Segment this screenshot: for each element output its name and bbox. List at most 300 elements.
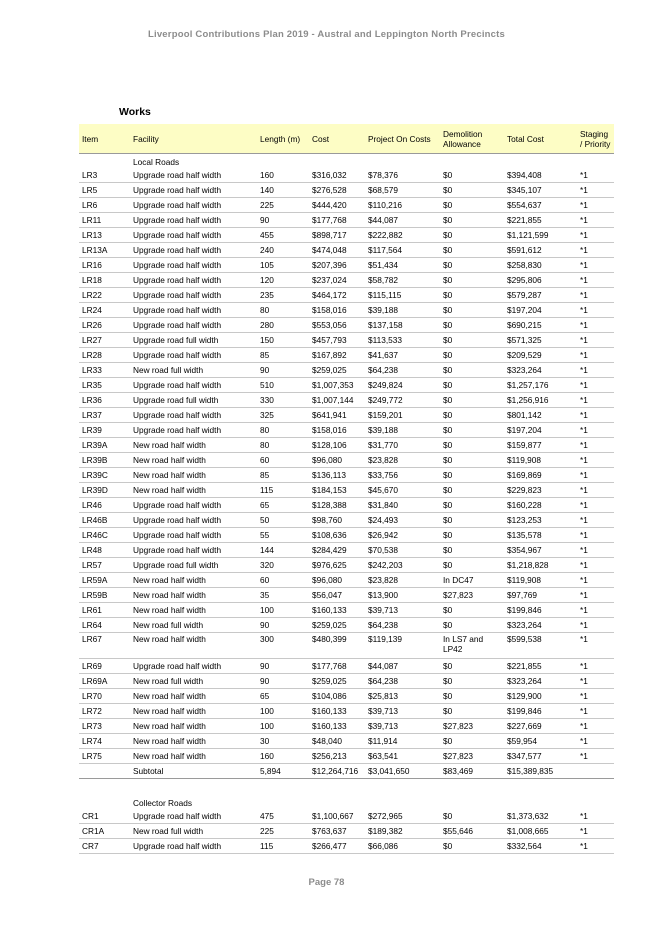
project-on-costs-cell: $249,824 [365, 378, 440, 393]
length-cell: 455 [257, 228, 309, 243]
project-on-costs-cell: $39,188 [365, 303, 440, 318]
facility-cell: Upgrade road half width [130, 303, 257, 318]
total-cost-cell: $199,846 [504, 704, 577, 719]
length-cell: 5,894 [257, 764, 309, 779]
facility-cell: Upgrade road half width [130, 659, 257, 674]
facility-cell: Upgrade road half width [130, 348, 257, 363]
subtotal-row [79, 764, 614, 779]
staging-cell: *1 [577, 333, 614, 348]
cost-cell: $1,100,667 [309, 809, 365, 824]
length-cell: 100 [257, 719, 309, 734]
facility-cell: New road half width [130, 749, 257, 764]
facility-cell: Upgrade road half width [130, 839, 257, 854]
demolition-cell: $27,823 [440, 588, 504, 603]
length-cell: 225 [257, 824, 309, 839]
total-cost-cell: $554,637 [504, 198, 577, 213]
table-row [79, 513, 614, 528]
staging-cell: *1 [577, 588, 614, 603]
total-cost-cell: $345,107 [504, 183, 577, 198]
project-on-costs-cell: $23,828 [365, 453, 440, 468]
project-on-costs-cell: $51,434 [365, 258, 440, 273]
page-number: Page 78 [308, 877, 345, 888]
project-on-costs-cell: $11,914 [365, 734, 440, 749]
project-on-costs-cell: $137,158 [365, 318, 440, 333]
staging-cell: *1 [577, 183, 614, 198]
project-on-costs-cell: $3,041,650 [365, 764, 440, 779]
project-on-costs-cell: $242,203 [365, 558, 440, 573]
length-cell: 144 [257, 543, 309, 558]
item-cell: LR64 [79, 618, 130, 633]
total-cost-cell: $599,538 [504, 633, 577, 659]
demolition-cell: $0 [440, 288, 504, 303]
length-cell: 475 [257, 809, 309, 824]
column-header-total-cost: Total Cost [504, 124, 577, 154]
item-cell [79, 764, 130, 779]
facility-cell: Upgrade road half width [130, 423, 257, 438]
column-header-cost: Cost [309, 124, 365, 154]
total-cost-cell: $1,256,916 [504, 393, 577, 408]
demolition-cell: $0 [440, 183, 504, 198]
total-cost-cell: $135,578 [504, 528, 577, 543]
facility-cell: New road half width [130, 438, 257, 453]
total-cost-cell: $199,846 [504, 603, 577, 618]
total-cost-cell: $394,408 [504, 168, 577, 183]
works-table-body [79, 154, 614, 854]
length-cell: 55 [257, 528, 309, 543]
facility-cell: Upgrade road half width [130, 243, 257, 258]
project-on-costs-cell: $113,533 [365, 333, 440, 348]
table-row [79, 603, 614, 618]
demolition-cell: $0 [440, 378, 504, 393]
facility-cell: Upgrade road full width [130, 558, 257, 573]
facility-cell: Upgrade road half width [130, 258, 257, 273]
item-cell: LR70 [79, 689, 130, 704]
project-on-costs-cell: $117,564 [365, 243, 440, 258]
project-on-costs-cell: $24,493 [365, 513, 440, 528]
column-header-item: Item [79, 124, 130, 154]
facility-cell: Subtotal [130, 764, 257, 779]
cost-cell: $12,264,716 [309, 764, 365, 779]
table-row [79, 704, 614, 719]
total-cost-cell: $690,215 [504, 318, 577, 333]
item-cell: LR46 [79, 498, 130, 513]
column-header-staging: Staging / Priority [577, 124, 614, 154]
facility-cell: New road full width [130, 618, 257, 633]
document-header: Liverpool Contributions Plan 2019 - Austral and Leppington North Precincts [147, 29, 505, 40]
total-cost-cell: $97,769 [504, 588, 577, 603]
staging-cell: *1 [577, 603, 614, 618]
facility-cell: New road half width [130, 468, 257, 483]
project-on-costs-cell: $13,900 [365, 588, 440, 603]
cost-cell: $128,106 [309, 438, 365, 453]
project-on-costs-cell: $64,238 [365, 363, 440, 378]
cost-cell: $316,032 [309, 168, 365, 183]
item-cell: LR13 [79, 228, 130, 243]
item-cell: LR6 [79, 198, 130, 213]
table-row [79, 498, 614, 513]
item-cell: LR73 [79, 719, 130, 734]
item-cell: LR75 [79, 749, 130, 764]
length-cell: 50 [257, 513, 309, 528]
item-cell: LR33 [79, 363, 130, 378]
staging-cell: *1 [577, 513, 614, 528]
project-on-costs-cell: $33,756 [365, 468, 440, 483]
facility-cell: New road half width [130, 483, 257, 498]
length-cell: 280 [257, 318, 309, 333]
length-cell: 90 [257, 213, 309, 228]
cost-cell: $160,133 [309, 719, 365, 734]
cost-cell: $266,477 [309, 839, 365, 854]
project-on-costs-cell: $41,637 [365, 348, 440, 363]
cost-cell: $898,717 [309, 228, 365, 243]
table-row [79, 719, 614, 734]
item-cell: LR69A [79, 674, 130, 689]
facility-cell: Upgrade road half width [130, 288, 257, 303]
demolition-cell: $0 [440, 393, 504, 408]
total-cost-cell: $227,669 [504, 719, 577, 734]
total-cost-cell: $258,830 [504, 258, 577, 273]
table-row [79, 318, 614, 333]
facility-cell: New road half width [130, 633, 257, 659]
total-cost-cell: $591,612 [504, 243, 577, 258]
staging-cell: *1 [577, 198, 614, 213]
total-cost-cell: $119,908 [504, 453, 577, 468]
total-cost-cell: $129,900 [504, 689, 577, 704]
length-cell: 85 [257, 348, 309, 363]
table-row [79, 809, 614, 824]
item-cell: LR24 [79, 303, 130, 318]
facility-cell: Upgrade road half width [130, 168, 257, 183]
length-cell: 90 [257, 618, 309, 633]
length-cell: 235 [257, 288, 309, 303]
project-on-costs-cell: $115,115 [365, 288, 440, 303]
demolition-cell: $0 [440, 483, 504, 498]
demolition-cell: $0 [440, 809, 504, 824]
facility-cell: Upgrade road half width [130, 543, 257, 558]
item-cell: LR36 [79, 393, 130, 408]
column-header-length: Length (m) [257, 124, 309, 154]
length-cell: 325 [257, 408, 309, 423]
staging-cell: *1 [577, 363, 614, 378]
staging-cell: *1 [577, 288, 614, 303]
total-cost-cell: $159,877 [504, 438, 577, 453]
project-on-costs-cell: $272,965 [365, 809, 440, 824]
project-on-costs-cell: $119,139 [365, 633, 440, 659]
total-cost-cell: $169,869 [504, 468, 577, 483]
cost-cell: $464,172 [309, 288, 365, 303]
length-cell: 90 [257, 674, 309, 689]
length-cell: 225 [257, 198, 309, 213]
length-cell: 65 [257, 689, 309, 704]
project-on-costs-cell: $39,713 [365, 704, 440, 719]
item-cell: LR39C [79, 468, 130, 483]
length-cell: 115 [257, 483, 309, 498]
cost-cell: $160,133 [309, 603, 365, 618]
facility-cell: Upgrade road half width [130, 408, 257, 423]
staging-cell: *1 [577, 633, 614, 659]
project-on-costs-cell: $63,541 [365, 749, 440, 764]
column-header-facility: Facility [130, 124, 257, 154]
staging-cell: *1 [577, 168, 614, 183]
table-row [79, 528, 614, 543]
cost-cell: $167,892 [309, 348, 365, 363]
project-on-costs-cell: $159,201 [365, 408, 440, 423]
length-cell: 100 [257, 704, 309, 719]
facility-cell: Upgrade road full width [130, 393, 257, 408]
table-row [79, 408, 614, 423]
facility-cell: New road full width [130, 824, 257, 839]
length-cell: 80 [257, 303, 309, 318]
facility-cell: Upgrade road full width [130, 333, 257, 348]
table-row [79, 689, 614, 704]
staging-cell: *1 [577, 674, 614, 689]
item-cell: LR13A [79, 243, 130, 258]
table-row [79, 543, 614, 558]
table-row [79, 363, 614, 378]
cost-cell: $259,025 [309, 674, 365, 689]
cost-cell: $276,528 [309, 183, 365, 198]
total-cost-cell: $323,264 [504, 674, 577, 689]
item-cell: LR27 [79, 333, 130, 348]
length-cell: 80 [257, 423, 309, 438]
item-cell: LR39 [79, 423, 130, 438]
table-row [79, 674, 614, 689]
demolition-cell: $0 [440, 228, 504, 243]
table-row [79, 423, 614, 438]
project-on-costs-cell: $44,087 [365, 213, 440, 228]
staging-cell: *1 [577, 704, 614, 719]
demolition-cell: $0 [440, 408, 504, 423]
table-row [79, 438, 614, 453]
demolition-cell: $0 [440, 659, 504, 674]
demolition-cell: $27,823 [440, 719, 504, 734]
project-on-costs-cell: $44,087 [365, 659, 440, 674]
group-label-local-roads [79, 154, 614, 169]
table-row [79, 303, 614, 318]
table-row [79, 588, 614, 603]
demolition-cell: $0 [440, 498, 504, 513]
item-cell: LR11 [79, 213, 130, 228]
cost-cell: $259,025 [309, 363, 365, 378]
cost-cell: $457,793 [309, 333, 365, 348]
length-cell: 80 [257, 438, 309, 453]
facility-cell: New road full width [130, 363, 257, 378]
table-row [79, 228, 614, 243]
item-cell: LR59B [79, 588, 130, 603]
total-cost-cell: $221,855 [504, 213, 577, 228]
cost-cell: $104,086 [309, 689, 365, 704]
item-cell: LR39D [79, 483, 130, 498]
length-cell: 90 [257, 363, 309, 378]
item-cell: LR3 [79, 168, 130, 183]
length-cell: 510 [257, 378, 309, 393]
total-cost-cell: $119,908 [504, 573, 577, 588]
project-on-costs-cell: $189,382 [365, 824, 440, 839]
project-on-costs-cell: $45,670 [365, 483, 440, 498]
project-on-costs-cell: $58,782 [365, 273, 440, 288]
facility-cell: Upgrade road half width [130, 378, 257, 393]
cost-cell: $48,040 [309, 734, 365, 749]
facility-cell: New road half width [130, 689, 257, 704]
table-row [79, 243, 614, 258]
staging-cell: *1 [577, 528, 614, 543]
facility-cell: New road full width [130, 674, 257, 689]
cost-cell: $160,133 [309, 704, 365, 719]
staging-cell: *1 [577, 618, 614, 633]
table-row [79, 749, 614, 764]
total-cost-cell: $1,008,665 [504, 824, 577, 839]
item-cell: LR35 [79, 378, 130, 393]
staging-cell: *1 [577, 483, 614, 498]
table-row [79, 258, 614, 273]
length-cell: 60 [257, 573, 309, 588]
facility-cell: Upgrade road half width [130, 228, 257, 243]
facility-cell: Upgrade road half width [130, 513, 257, 528]
total-cost-cell: $197,204 [504, 303, 577, 318]
table-row [79, 198, 614, 213]
facility-cell: New road half width [130, 588, 257, 603]
project-on-costs-cell: $64,238 [365, 674, 440, 689]
cost-cell: $444,420 [309, 198, 365, 213]
item-cell: LR46B [79, 513, 130, 528]
demolition-cell: $0 [440, 363, 504, 378]
staging-cell: *1 [577, 839, 614, 854]
project-on-costs-cell: $70,538 [365, 543, 440, 558]
project-on-costs-cell: $110,216 [365, 198, 440, 213]
length-cell: 160 [257, 749, 309, 764]
length-cell: 320 [257, 558, 309, 573]
facility-cell: New road half width [130, 734, 257, 749]
table-row [79, 393, 614, 408]
table-row [79, 824, 614, 839]
project-on-costs-cell: $68,579 [365, 183, 440, 198]
table-row [79, 734, 614, 749]
demolition-cell: $0 [440, 513, 504, 528]
demolition-cell: $0 [440, 423, 504, 438]
cost-cell: $256,213 [309, 749, 365, 764]
cost-cell: $284,429 [309, 543, 365, 558]
length-cell: 115 [257, 839, 309, 854]
project-on-costs-cell: $64,238 [365, 618, 440, 633]
item-cell: LR57 [79, 558, 130, 573]
demolition-cell: $0 [440, 704, 504, 719]
demolition-cell: $0 [440, 333, 504, 348]
length-cell: 300 [257, 633, 309, 659]
cost-cell: $184,153 [309, 483, 365, 498]
demolition-cell: $0 [440, 213, 504, 228]
demolition-cell: $0 [440, 198, 504, 213]
staging-cell: *1 [577, 824, 614, 839]
demolition-cell: $0 [440, 839, 504, 854]
total-cost-cell: $160,228 [504, 498, 577, 513]
cost-cell: $237,024 [309, 273, 365, 288]
staging-cell: *1 [577, 749, 614, 764]
total-cost-cell: $801,142 [504, 408, 577, 423]
project-on-costs-cell: $222,882 [365, 228, 440, 243]
item-cell: LR61 [79, 603, 130, 618]
table-row [79, 378, 614, 393]
project-on-costs-cell: $249,772 [365, 393, 440, 408]
table-row [79, 273, 614, 288]
length-cell: 100 [257, 603, 309, 618]
table-row [79, 468, 614, 483]
item-cell: LR39B [79, 453, 130, 468]
item-cell: LR16 [79, 258, 130, 273]
project-on-costs-cell: $25,813 [365, 689, 440, 704]
staging-cell: *1 [577, 423, 614, 438]
group-label-text: Collector Roads [133, 797, 193, 808]
staging-cell: *1 [577, 689, 614, 704]
demolition-cell: $0 [440, 168, 504, 183]
staging-cell: *1 [577, 809, 614, 824]
table-row [79, 213, 614, 228]
total-cost-cell: $323,264 [504, 363, 577, 378]
total-cost-cell: $354,967 [504, 543, 577, 558]
length-cell: 105 [257, 258, 309, 273]
staging-cell: *1 [577, 408, 614, 423]
staging-cell: *1 [577, 243, 614, 258]
item-cell: LR18 [79, 273, 130, 288]
demolition-cell: $55,646 [440, 824, 504, 839]
cost-cell: $108,636 [309, 528, 365, 543]
demolition-cell: $27,823 [440, 749, 504, 764]
staging-cell: *1 [577, 659, 614, 674]
column-header-project-on-costs: Project On Costs [365, 124, 440, 154]
demolition-cell: $0 [440, 603, 504, 618]
item-cell: LR59A [79, 573, 130, 588]
length-cell: 30 [257, 734, 309, 749]
demolition-cell: $0 [440, 558, 504, 573]
item-cell: LR28 [79, 348, 130, 363]
demolition-cell: $0 [440, 438, 504, 453]
cost-cell: $158,016 [309, 423, 365, 438]
facility-cell: Upgrade road half width [130, 273, 257, 288]
staging-cell: *1 [577, 719, 614, 734]
item-cell: LR74 [79, 734, 130, 749]
item-cell: LR5 [79, 183, 130, 198]
cost-cell: $136,113 [309, 468, 365, 483]
demolition-cell: $0 [440, 258, 504, 273]
table-row [79, 183, 614, 198]
table-row [79, 168, 614, 183]
staging-cell [577, 764, 614, 779]
total-cost-cell: $197,204 [504, 423, 577, 438]
staging-cell: *1 [577, 558, 614, 573]
cost-cell: $177,768 [309, 659, 365, 674]
project-on-costs-cell: $39,188 [365, 423, 440, 438]
table-row [79, 453, 614, 468]
staging-cell: *1 [577, 258, 614, 273]
total-cost-cell: $15,389,835 [504, 764, 577, 779]
total-cost-cell: $59,954 [504, 734, 577, 749]
table-row [79, 618, 614, 633]
total-cost-cell: $1,121,599 [504, 228, 577, 243]
facility-cell: Upgrade road half width [130, 183, 257, 198]
cost-cell: $56,047 [309, 588, 365, 603]
cost-cell: $177,768 [309, 213, 365, 228]
demolition-cell: $83,469 [440, 764, 504, 779]
table-row [79, 839, 614, 854]
facility-cell: Upgrade road half width [130, 318, 257, 333]
demolition-cell: In DC47 [440, 573, 504, 588]
cost-cell: $259,025 [309, 618, 365, 633]
length-cell: 65 [257, 498, 309, 513]
staging-cell: *1 [577, 228, 614, 243]
demolition-cell: $0 [440, 348, 504, 363]
facility-cell: Upgrade road half width [130, 213, 257, 228]
table-row [79, 659, 614, 674]
length-cell: 140 [257, 183, 309, 198]
